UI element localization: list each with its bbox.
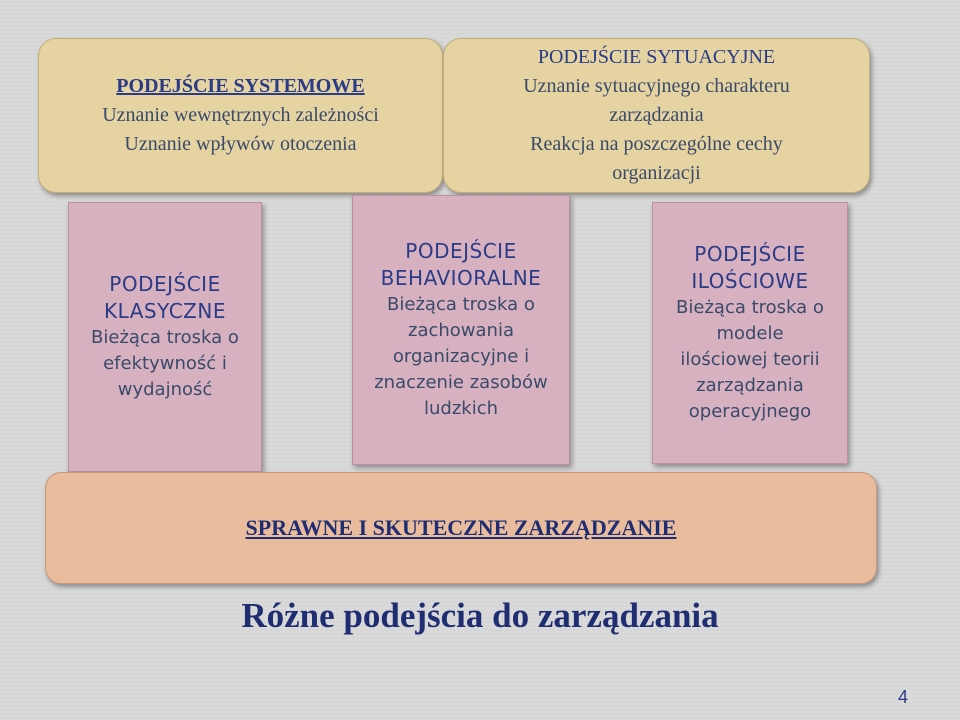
klasyczne-line: Bieżąca troska o: [91, 327, 239, 348]
ilosciowe-heading: ILOŚCIOWE: [691, 269, 809, 293]
behawioralne-line: znaczenie zasobów: [374, 372, 548, 393]
ilosciowe-line: modele: [716, 323, 784, 344]
behawioralne-line: organizacyjne i: [392, 346, 530, 367]
sytuacyjne-box: [443, 38, 870, 193]
foundation-label: SPRAWNE I SKUTECZNE ZARZĄDZANIE: [245, 515, 677, 540]
ilosciowe-line: operacyjnego: [688, 401, 812, 422]
slide-title: Różne podejścia do zarządzania: [241, 596, 719, 635]
page-number: 4: [897, 687, 908, 707]
klasyczne-line: wydajność: [117, 379, 213, 400]
ilosciowe-heading: PODEJŚCIE: [694, 242, 806, 266]
klasyczne-heading: KLASYCZNE: [104, 299, 226, 323]
behawioralne-line: ludzkich: [423, 398, 498, 419]
foundation-box: [45, 472, 877, 584]
ilosciowe-line: ilościowej teorii: [680, 349, 820, 370]
behawioralne-line: zachowania: [408, 320, 514, 341]
klasyczne-heading: PODEJŚCIE: [109, 272, 221, 296]
ilosciowe-box: [652, 202, 848, 464]
klasyczne-box: [68, 202, 262, 472]
systemowe-box: [38, 38, 443, 193]
systemowe-line: Uznanie wpływów otoczenia: [124, 133, 357, 155]
sytuacyjne-heading: PODEJŚCIE SYTUACYJNE: [537, 46, 776, 68]
systemowe-heading: PODEJŚCIE SYSTEMOWE: [116, 75, 365, 97]
systemowe-line: Uznanie wewnętrznych zależności: [102, 104, 379, 126]
behawioralne-box: [352, 195, 570, 465]
sytuacyjne-line: Reakcja na poszczególne cechy: [530, 133, 783, 155]
ilosciowe-line: zarządzania: [696, 375, 804, 396]
sytuacyjne-line: organizacji: [612, 162, 701, 184]
behawioralne-heading: PODEJŚCIE: [405, 239, 517, 263]
behawioralne-heading: BEHAVIORALNE: [380, 266, 542, 290]
sytuacyjne-line: Uznanie sytuacyjnego charakteru: [523, 75, 790, 97]
behawioralne-line: Bieżąca troska o: [387, 294, 535, 315]
ilosciowe-line: Bieżąca troska o: [676, 297, 824, 318]
klasyczne-line: efektywność i: [103, 353, 227, 374]
sytuacyjne-line: zarządzania: [609, 104, 704, 126]
